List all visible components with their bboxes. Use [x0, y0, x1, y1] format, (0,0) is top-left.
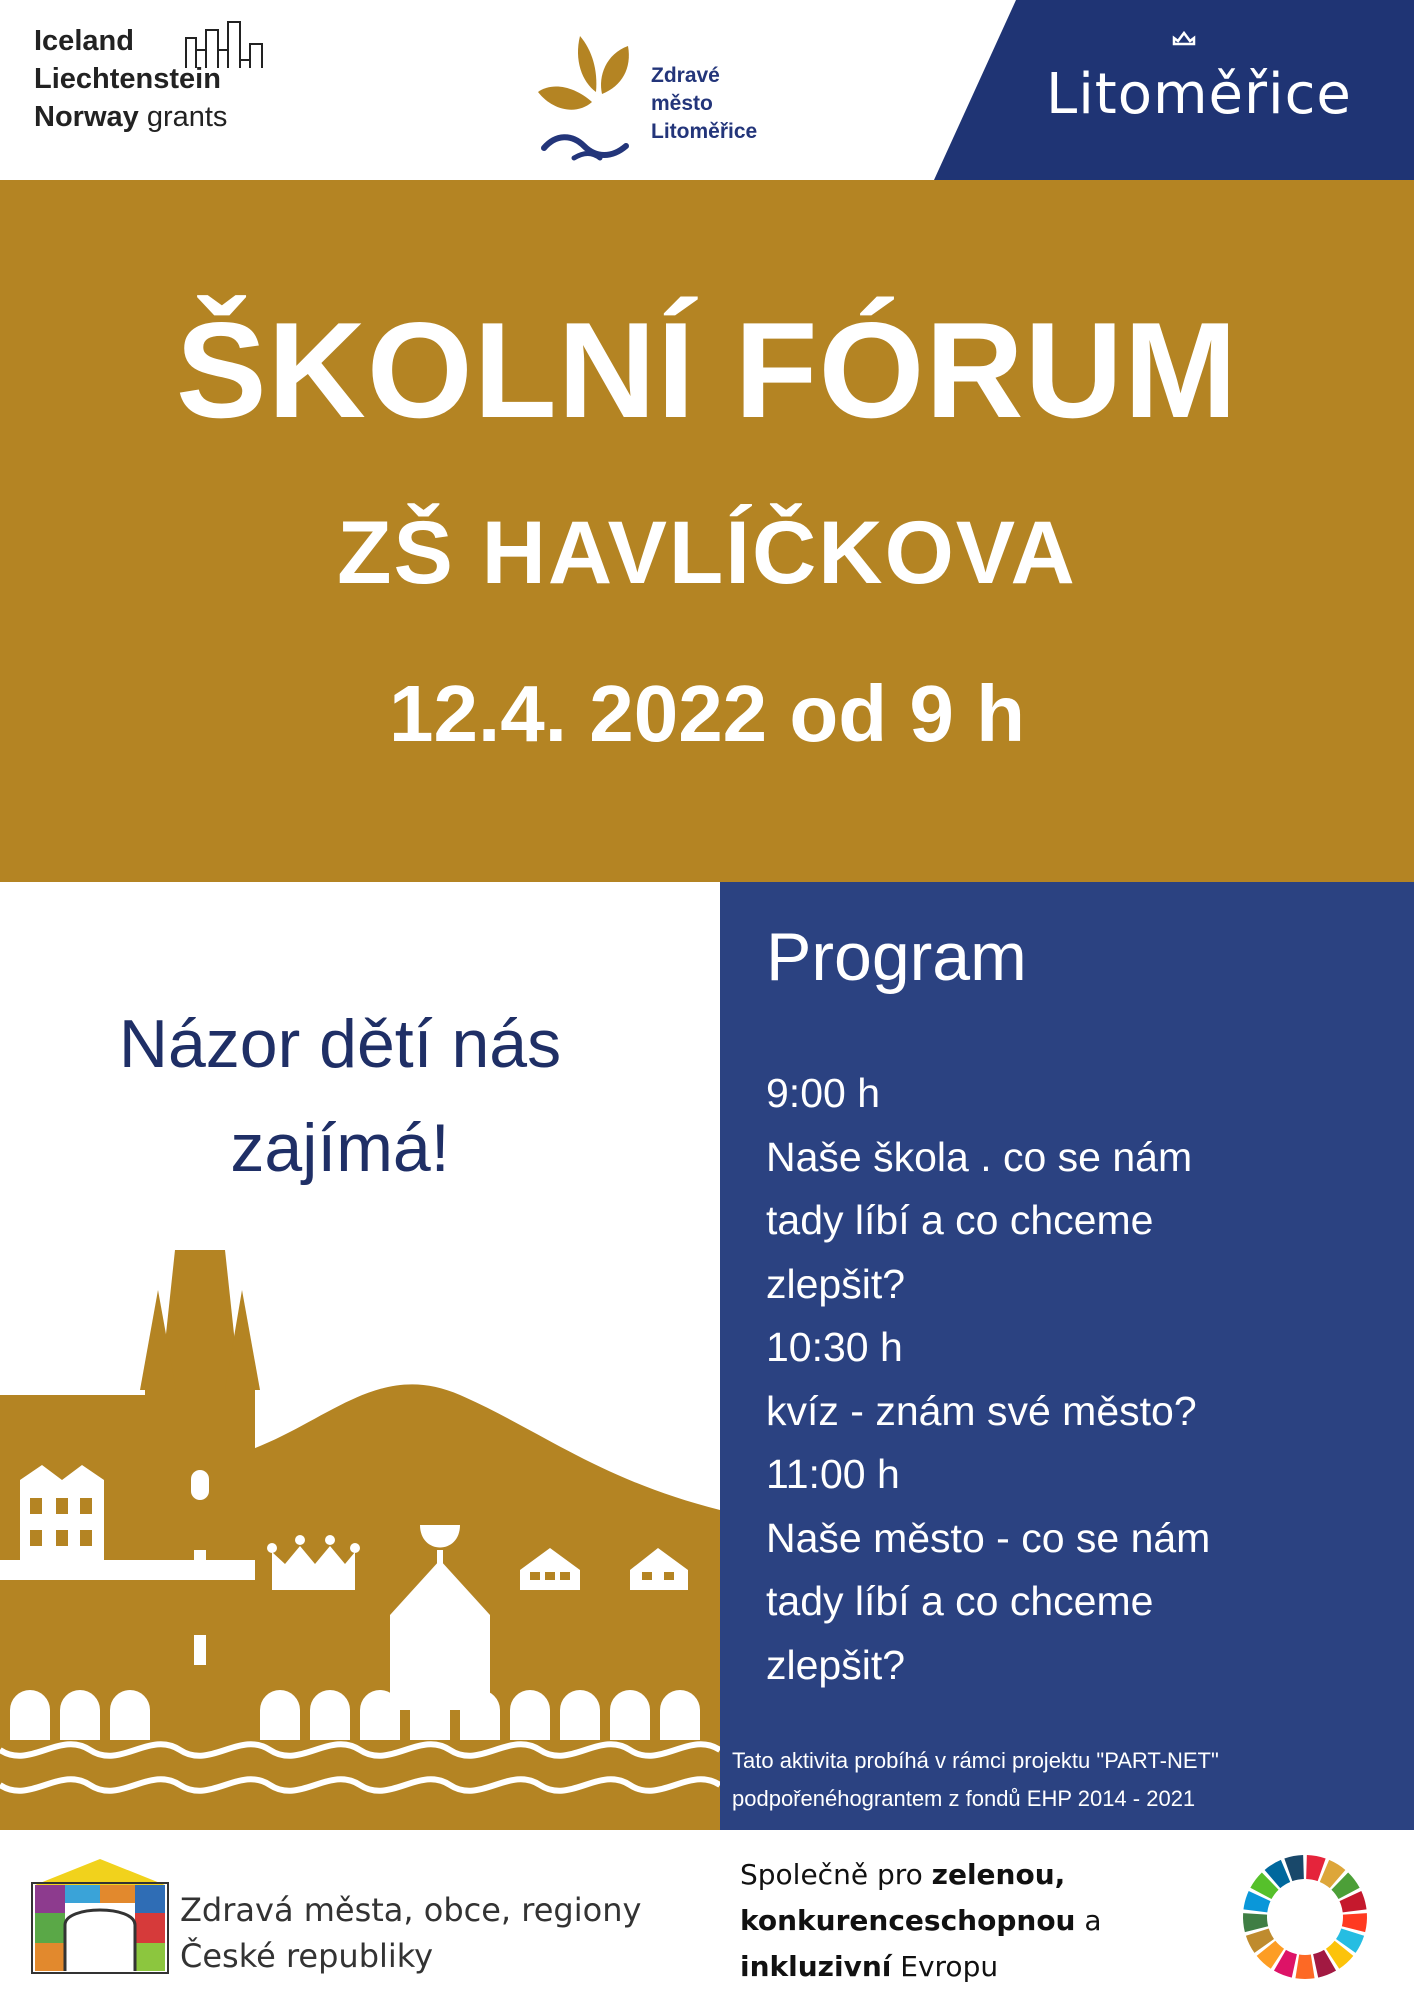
- program-line: zlepšit?: [766, 1260, 906, 1307]
- program-line: Naše město - co se nám: [766, 1514, 1211, 1561]
- slogan-line-2: zajímá!: [230, 1110, 450, 1186]
- eea-grants-logo: [34, 22, 274, 172]
- grants-line-2: Liechtenstein: [34, 63, 221, 95]
- sdg-segment: [1243, 1913, 1268, 1932]
- city-logo-text: Litoměřice: [1046, 62, 1352, 127]
- europe-line-2: [740, 1898, 1102, 1944]
- school-name: ZŠ HAVLÍČKOVA: [337, 502, 1077, 602]
- program-panel: [720, 882, 1414, 1830]
- program-list: [766, 1062, 1396, 1697]
- europe-line-3-normal: Evropu: [891, 1950, 999, 1983]
- program-heading: Program: [766, 919, 1027, 995]
- grants-bars-icon: [184, 10, 274, 70]
- grants-word: grants: [146, 101, 228, 133]
- event-date: 12.4. 2022 od 9 h: [389, 669, 1025, 758]
- network-line-1: Zdravá města, obce, regiony: [180, 1891, 642, 1929]
- healthy-city-line-2: město: [651, 92, 713, 115]
- grants-line-1: Iceland: [34, 25, 134, 57]
- program-line: 9:00 h: [766, 1070, 880, 1116]
- europe-slogan: [740, 1852, 1102, 1990]
- network-line-2: České republiky: [180, 1937, 434, 1975]
- healthy-city-logo: [536, 30, 796, 170]
- program-line: 11:00 h: [766, 1451, 900, 1497]
- program-line: Naše škola . co se nám: [766, 1133, 1193, 1180]
- europe-line-3: [740, 1944, 1102, 1990]
- leaf-wave-icon: [536, 30, 656, 170]
- town-skyline-illustration: [0, 1230, 720, 1830]
- program-line: zlepšit?: [766, 1641, 906, 1688]
- program-line: kvíz - znám své město?: [766, 1387, 1197, 1434]
- sdg-segment: [1295, 1955, 1314, 1979]
- funding-note: [732, 1742, 1412, 1818]
- europe-line-2-normal: a: [1075, 1904, 1102, 1937]
- program-line: 10:30 h: [766, 1324, 903, 1370]
- header: [0, 0, 1414, 180]
- program-line: tady líbí a co chceme: [766, 1197, 1154, 1243]
- europe-line-1-bold: zelenou,: [931, 1858, 1066, 1891]
- europe-line-1: [740, 1852, 1102, 1898]
- healthy-city-text: [651, 62, 757, 146]
- program-line: tady líbí a co chceme: [766, 1578, 1154, 1624]
- healthy-cities-network-logo: [30, 1855, 170, 1975]
- event-title: ŠKOLNÍ FÓRUM: [175, 294, 1239, 446]
- europe-line-1-normal: Společně pro: [740, 1858, 932, 1891]
- funding-note-line-2: podpořenéhograntem z fondů EHP 2014 - 2021: [732, 1786, 1196, 1811]
- healthy-city-line-3: Litoměřice: [651, 120, 758, 143]
- slogan: [40, 992, 640, 1200]
- grants-line-3: [34, 98, 274, 136]
- grants-norway: Norway: [34, 101, 139, 133]
- network-text: [180, 1887, 641, 1979]
- europe-line-2-bold: konkurenceschopnou: [740, 1904, 1076, 1937]
- sdg-segment: [1342, 1913, 1367, 1932]
- title-banner: [0, 180, 1414, 882]
- europe-line-3-bold: inkluzivní: [740, 1950, 892, 1983]
- slogan-line-1: Názor dětí nás: [118, 1006, 562, 1082]
- sdg-wheel-icon: [1240, 1852, 1370, 1982]
- healthy-city-line-1: Zdravé: [651, 64, 720, 87]
- funding-note-line-1: Tato aktivita probíhá v rámci projektu "PART-NET": [732, 1748, 1219, 1773]
